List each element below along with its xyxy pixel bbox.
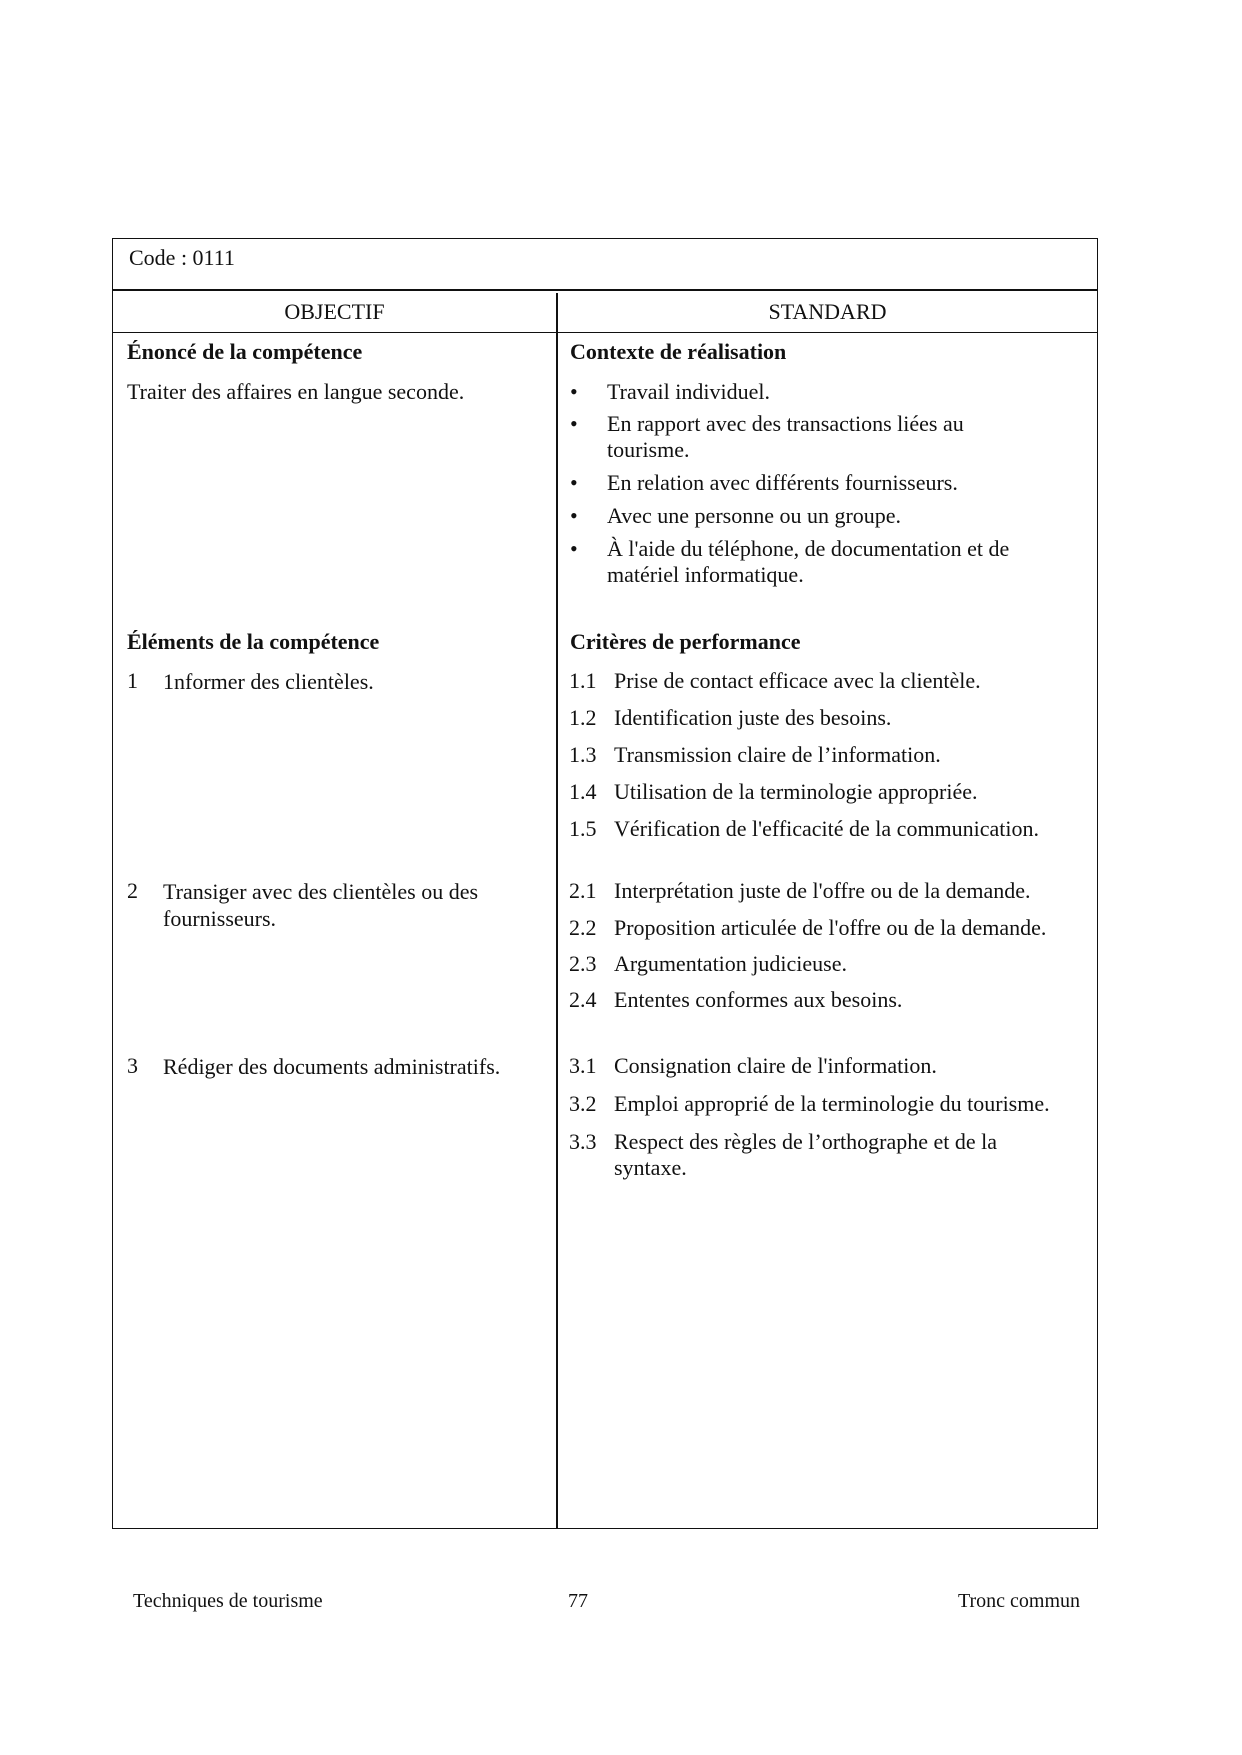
elements-heading: Éléments de la compétence xyxy=(127,629,380,654)
contexte-item-text: Travail individuel. xyxy=(607,379,770,404)
critere-number: 1.3 xyxy=(569,742,597,767)
element-text: Transiger avec des clientèles ou des fournisseurs. xyxy=(163,879,479,931)
critere-text: Consignation claire de l'information. xyxy=(614,1053,937,1078)
critere-number: 2.2 xyxy=(569,915,597,940)
critere-number: 2.1 xyxy=(569,878,597,903)
bullet-icon: • xyxy=(570,470,578,495)
code-row xyxy=(113,239,1097,291)
code-label: Code : 0111 xyxy=(129,245,235,270)
contexte-item-text: En rapport avec des transactions liées au tourisme. xyxy=(607,411,964,462)
critere-text: Prise de contact efficace avec la clientèle. xyxy=(614,668,981,693)
critere-text: Identification juste des besoins. xyxy=(614,705,892,730)
contexte-item-text: Avec une personne ou un groupe. xyxy=(607,503,902,528)
element-text: Rédiger des documents administratifs. xyxy=(163,1054,501,1079)
bullet-icon: • xyxy=(570,411,578,436)
header-standard: STANDARD xyxy=(768,299,887,324)
critere-number: 3.3 xyxy=(569,1129,597,1154)
critere-text: Utilisation de la terminologie appropriée. xyxy=(614,779,978,804)
critere-number: 1.2 xyxy=(569,705,597,730)
critere-text: Vérification de l'efficacité de la communication. xyxy=(614,816,1040,841)
element-number: 3 xyxy=(127,1053,138,1078)
critere-number: 3.1 xyxy=(569,1053,597,1078)
critere-number: 2.4 xyxy=(569,987,597,1012)
critere-text: Ententes conformes aux besoins. xyxy=(614,987,903,1012)
critere-text: Interprétation juste de l'offre ou de la demande. xyxy=(614,878,1031,903)
bullet-icon: • xyxy=(570,503,578,528)
bullet-icon: • xyxy=(570,536,578,561)
critere-text: Proposition articulée de l'offre ou de la demande. xyxy=(614,915,1047,940)
header-objectif: OBJECTIF xyxy=(284,299,385,324)
criteres-heading: Critères de performance xyxy=(570,629,801,654)
footer-right: Tronc commun xyxy=(957,1590,1080,1612)
contexte-item-text: En relation avec différents fournisseurs. xyxy=(607,470,958,495)
footer-left: Techniques de tourisme xyxy=(133,1590,323,1612)
enonce-heading: Énoncé de la compétence xyxy=(127,339,363,364)
element-number: 2 xyxy=(127,878,138,903)
critere-number: 1.5 xyxy=(569,816,597,841)
critere-number: 1.4 xyxy=(569,779,597,804)
critere-number: 2.3 xyxy=(569,951,597,976)
critere-text: Emploi approprié de la terminologie du tourisme. xyxy=(614,1091,1050,1116)
enonce-text: Traiter des affaires en langue seconde. xyxy=(127,379,465,404)
element-number: 1 xyxy=(127,668,138,693)
contexte-item-text: À l'aide du téléphone, de documentation et de matériel informatique. xyxy=(607,536,1010,587)
bullet-icon: • xyxy=(570,379,578,404)
critere-number: 3.2 xyxy=(569,1091,597,1116)
critere-text: Argumentation judicieuse. xyxy=(614,951,847,976)
page-number: 77 xyxy=(568,1590,588,1612)
element-text: 1nformer des clientèles. xyxy=(163,669,374,694)
critere-number: 1.1 xyxy=(569,668,597,693)
critere-text: Respect des règles de l’orthographe et de la syntaxe. xyxy=(614,1129,998,1180)
critere-text: Transmission claire de l’information. xyxy=(614,742,941,767)
header-divider xyxy=(113,332,1097,333)
column-divider xyxy=(556,293,558,1528)
contexte-heading: Contexte de réalisation xyxy=(570,339,787,364)
